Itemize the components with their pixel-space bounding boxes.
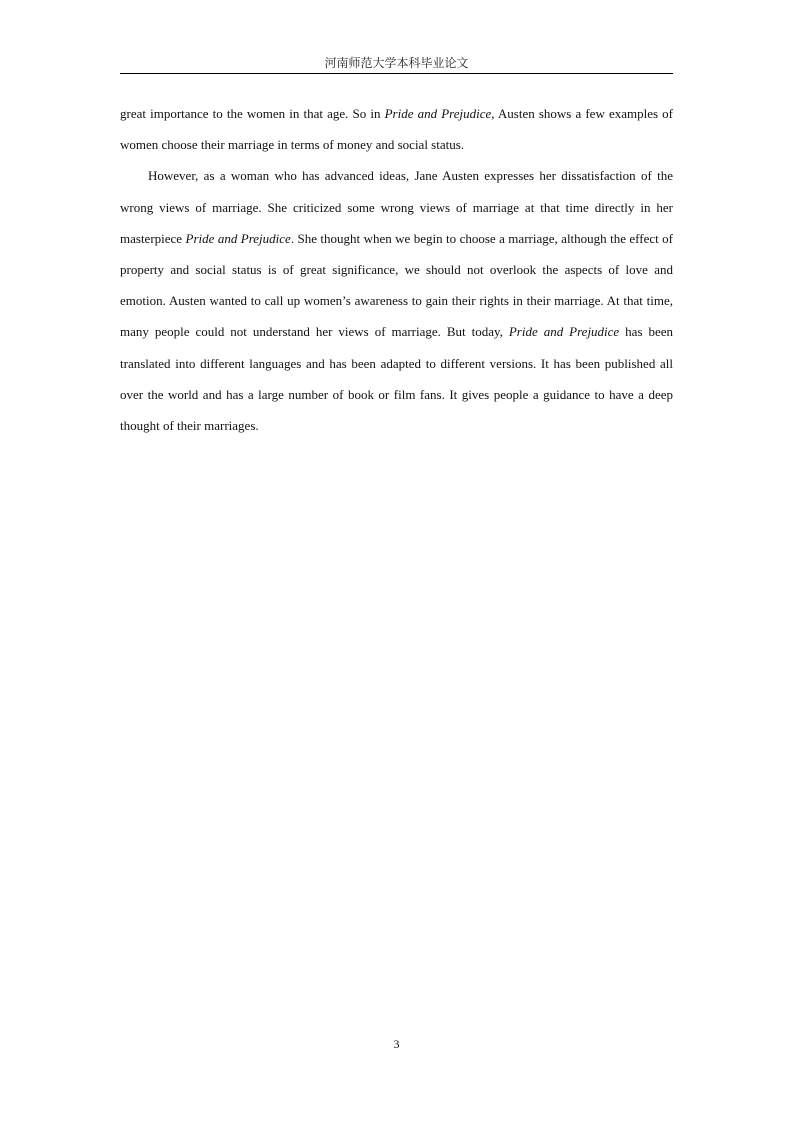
- page-header: 河南师范大学本科毕业论文: [324, 56, 469, 70]
- paragraph-1: [120, 98, 673, 160]
- body-text: [120, 98, 673, 441]
- book-title-italic: Pride and Prejudice: [508, 324, 620, 340]
- paragraph-1-text-1: great importance to the women in that age. So in: [120, 106, 385, 121]
- book-title-italic: Pride and Prejudice,: [384, 106, 495, 121]
- paragraph-1-text-2: Austen shows a few examples of women choose their marriage in terms of money and social status.: [120, 106, 673, 153]
- book-title-italic: Pride and Prejudice: [185, 230, 291, 246]
- page-number: 3: [393, 1037, 400, 1051]
- paragraph-2-text-2: . She thought when we begin to choose a marriage, although the effect of property and social status is of great significance, we should not overlook the aspects of love and emotion. Austen wanted to call up women’s awareness to gain their rights in their marriage. At that time, many people could not understand her views of marriage. But today,: [120, 230, 674, 340]
- paragraph-2-text-1: However, as a woman who has advanced ideas, Jane Austen expresses her dissatisfaction of the wrong views of marriage. She criticized some wrong views of marriage at that time directly in her masterpiece: [120, 168, 673, 246]
- paragraph-2: [120, 160, 673, 441]
- paragraph-2-text-3: has been translated into different languages and has been adapted to different versions. It has been published all over the world and has a large number of book or film fans. It gives people a guidance to have a deep thought of their marriages.: [120, 324, 674, 434]
- header-divider: [120, 73, 673, 74]
